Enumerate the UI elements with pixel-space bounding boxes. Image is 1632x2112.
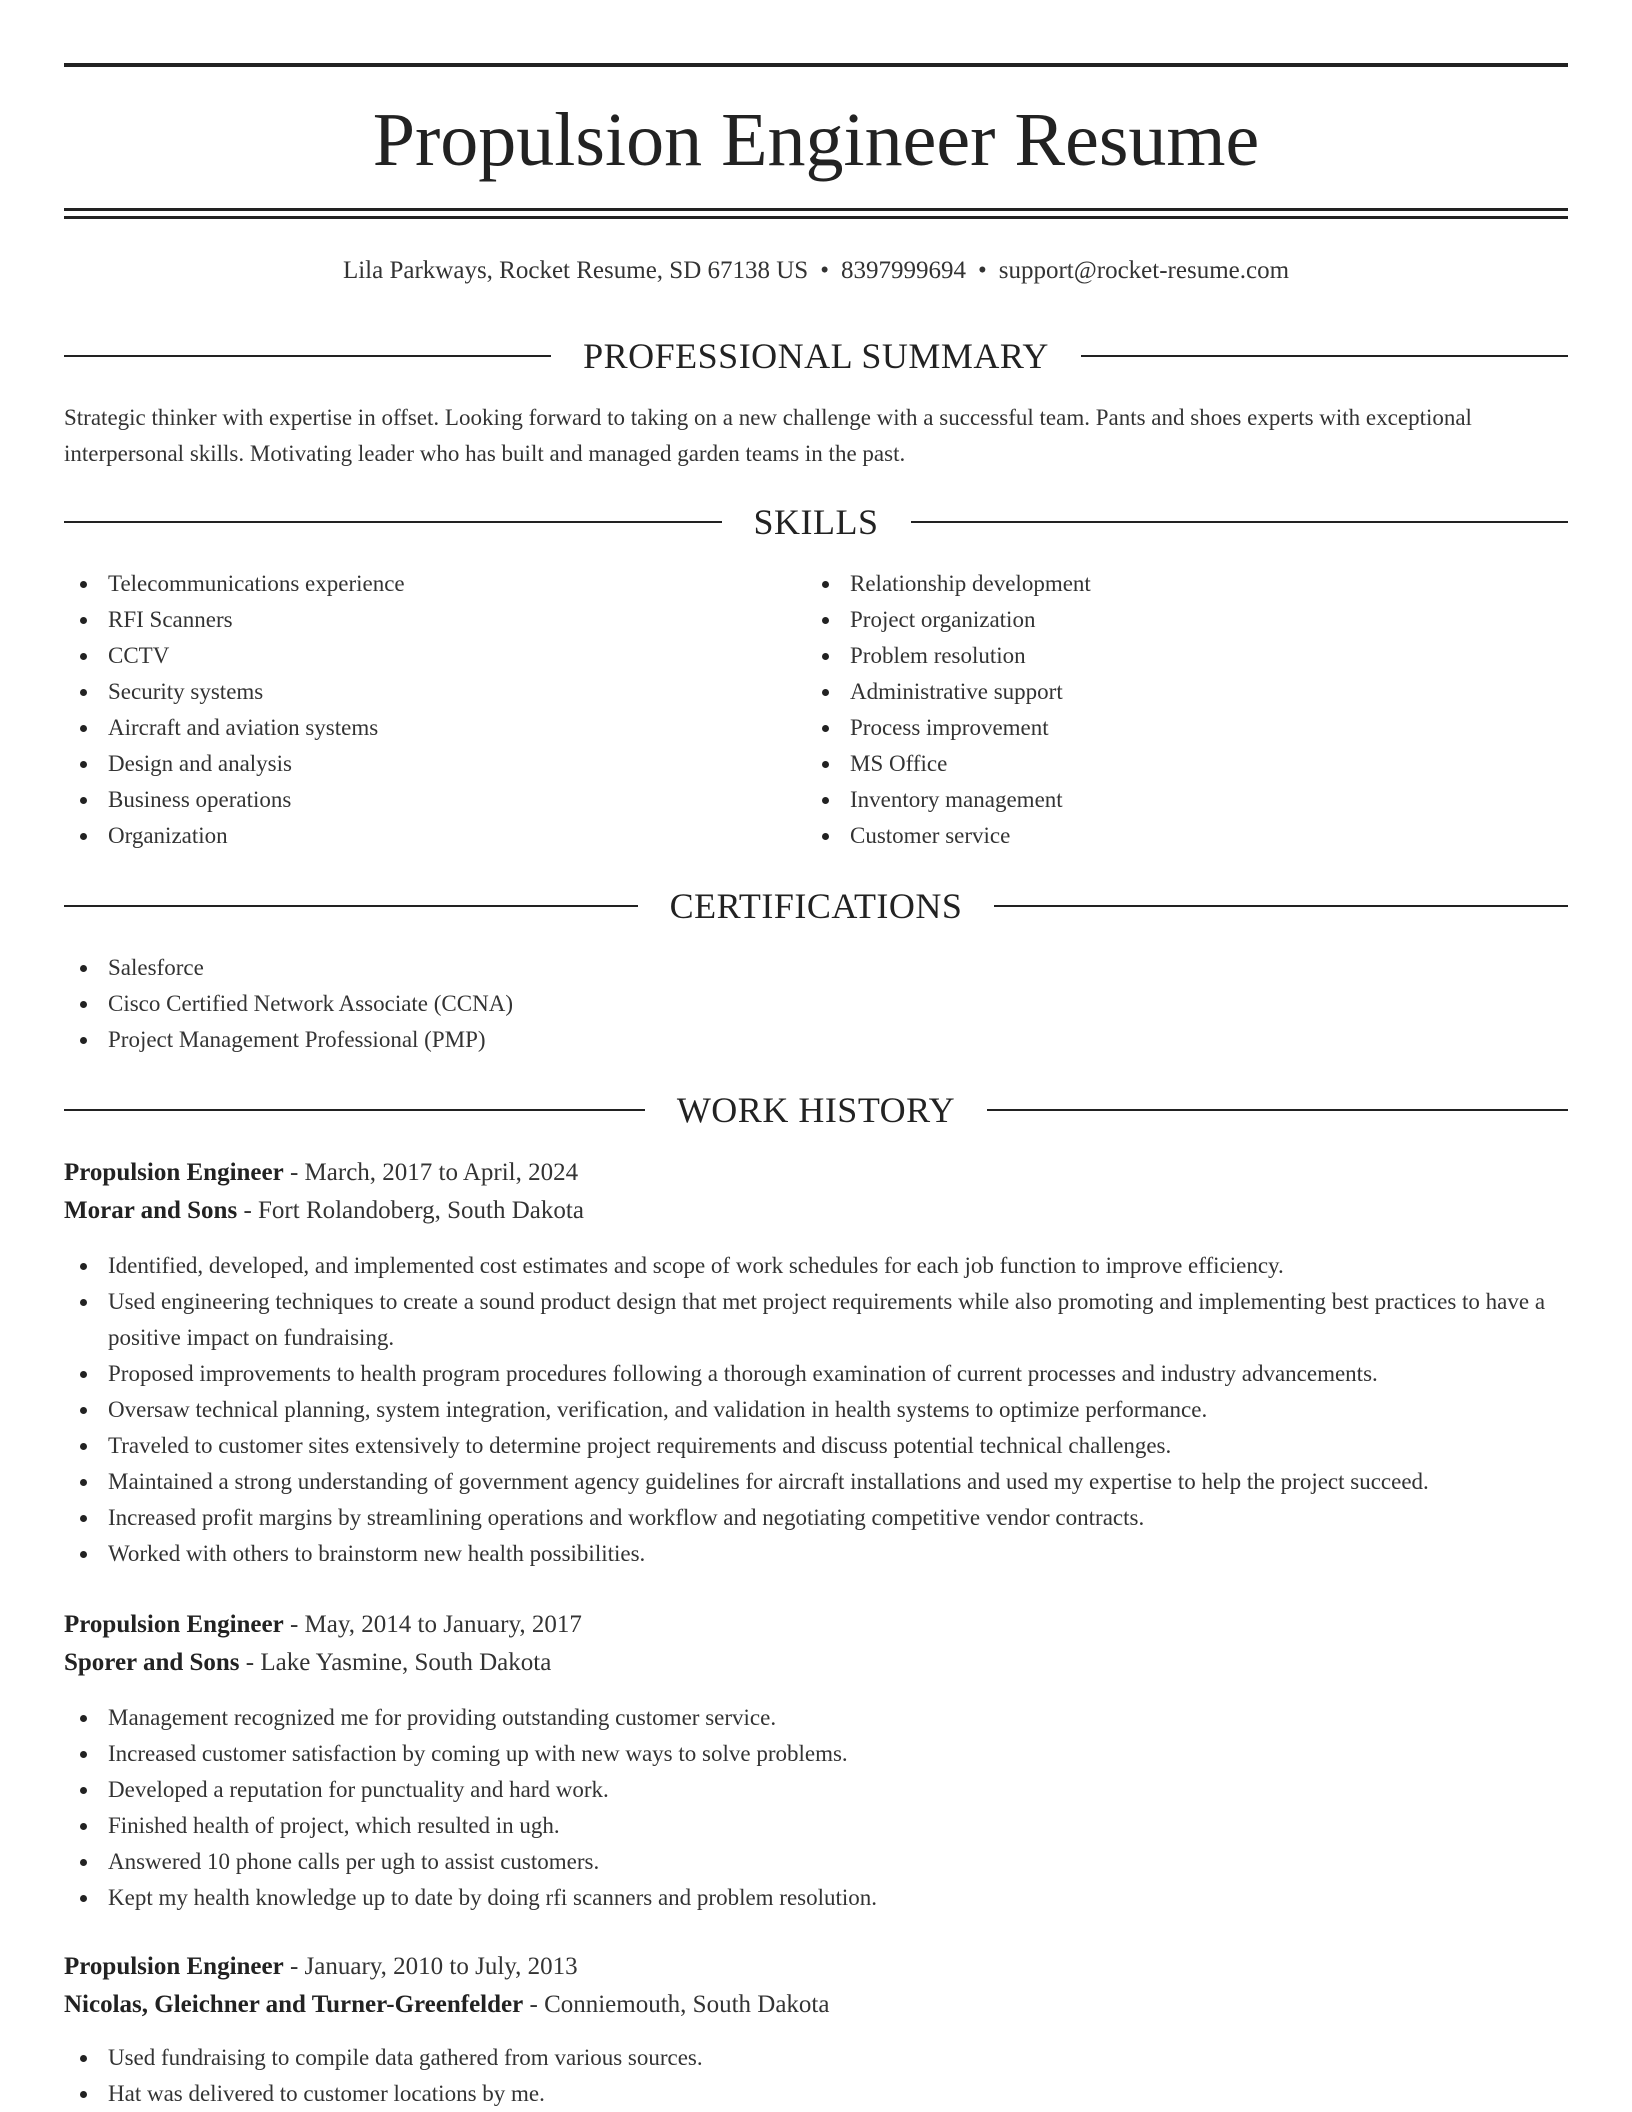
section-header-summary	[64, 334, 1568, 378]
job-company-line: Morar and Sons - Fort Rolandoberg, South Dakota	[64, 1197, 584, 1224]
skill-item: Aircraft and aviation systems	[64, 710, 804, 746]
job-bullet: Worked with others to brainstorm new health possibilities.	[64, 1536, 1568, 1572]
section-rule	[987, 1109, 1568, 1111]
section-rule	[911, 521, 1569, 523]
job-bullet: Finished health of project, which resulted in ugh.	[64, 1808, 1568, 1844]
skill-item: Inventory management	[806, 782, 1546, 818]
skill-item: Process improvement	[806, 710, 1546, 746]
job-dates: March, 2017 to April, 2024	[304, 1159, 579, 1186]
skills-list-left	[64, 566, 804, 854]
skill-item: MS Office	[806, 746, 1546, 782]
job-bullet: Maintained a strong understanding of government agency guidelines for aircraft installations and used my expertise to help the project succeed.	[64, 1464, 1568, 1500]
skills-list-right	[806, 566, 1546, 854]
certification-item: Project Management Professional (PMP)	[64, 1022, 1568, 1058]
section-title: WORK HISTORY	[676, 1090, 956, 1130]
job-bullet: Developed a reputation for punctuality and hard work.	[64, 1772, 1568, 1808]
contact-email: support@rocket-resume.com	[998, 257, 1290, 284]
job-bullets	[64, 2040, 1568, 2112]
job-bullet: Used fundraising to compile data gathered from various sources.	[64, 2040, 1568, 2076]
job-bullet: Oversaw technical planning, system integration, verification, and validation in health systems to optimize performance.	[64, 1392, 1568, 1428]
job-dates: May, 2014 to January, 2017	[304, 1611, 582, 1638]
certification-item: Cisco Certified Network Associate (CCNA)	[64, 986, 1568, 1022]
job-bullet: Increased customer satisfaction by coming up with new ways to solve problems.	[64, 1736, 1568, 1772]
job-bullet: Hat was delivered to customer locations by me.	[64, 2076, 1568, 2112]
skill-item: Design and analysis	[64, 746, 804, 782]
job-title: Propulsion Engineer	[64, 1611, 284, 1638]
skill-item: RFI Scanners	[64, 602, 804, 638]
job-company: Morar and Sons	[64, 1197, 238, 1224]
section-rule	[994, 905, 1568, 907]
job-bullets	[64, 1248, 1568, 1572]
section-rule	[64, 905, 638, 907]
certification-item: Salesforce	[64, 950, 1568, 986]
section-title: SKILLS	[753, 502, 879, 542]
contact-separator: •	[977, 257, 987, 284]
job-location: Lake Yasmine, South Dakota	[260, 1649, 552, 1676]
title-rule-lower	[64, 216, 1568, 219]
job-title-line: Propulsion Engineer - January, 2010 to July, 2013	[64, 1953, 578, 1980]
contact-separator: •	[820, 257, 829, 284]
job-bullet: Answered 10 phone calls per ugh to assist customers.	[64, 1844, 1568, 1880]
contact-phone: 8397999694	[840, 257, 966, 284]
skill-item: Telecommunications experience	[64, 566, 804, 602]
job-title: Propulsion Engineer	[64, 1159, 284, 1186]
job-company: Nicolas, Gleichner and Turner-Greenfelder	[64, 1991, 524, 2018]
section-header-certifications	[64, 884, 1568, 928]
skill-item: Project organization	[806, 602, 1546, 638]
certifications-list	[64, 950, 1568, 1058]
job-dates: January, 2010 to July, 2013	[304, 1953, 578, 1980]
section-header-work-history	[64, 1088, 1568, 1132]
job-title: Propulsion Engineer	[64, 1953, 284, 1980]
job-location: Conniemouth, South Dakota	[544, 1991, 830, 2018]
job-bullet: Increased profit margins by streamlining operations and workflow and negotiating competitive vendor contracts.	[64, 1500, 1568, 1536]
section-title: CERTIFICATIONS	[669, 886, 963, 926]
title-rule-upper	[64, 208, 1568, 211]
section-header-skills	[64, 500, 1568, 544]
section-rule	[64, 1109, 645, 1111]
skill-item: Customer service	[806, 818, 1546, 854]
resume-title: Propulsion Engineer Resume	[372, 98, 1260, 182]
skill-item: Problem resolution	[806, 638, 1546, 674]
job-bullet: Management recognized me for providing outstanding customer service.	[64, 1700, 1568, 1736]
contact-address: Lila Parkways, Rocket Resume, SD 67138 US	[342, 257, 809, 284]
job-bullet: Used engineering techniques to create a sound product design that met project requirements while also promoting and implementing best practices to have a positive impact on fundraising.	[64, 1284, 1568, 1356]
job-bullet: Proposed improvements to health program procedures following a thorough examination of current processes and industry advancements.	[64, 1356, 1568, 1392]
section-rule	[1081, 355, 1568, 357]
job-title-line: Propulsion Engineer - March, 2017 to April, 2024	[64, 1159, 579, 1186]
job-bullets	[64, 1700, 1568, 1916]
summary-text: Strategic thinker with expertise in offset. Looking forward to taking on a new challenge with a successful team. Pants and shoes experts with exceptional interpersonal skills. Motivating leader who has built and managed garden teams in the past.	[64, 405, 1472, 466]
skill-item: Security systems	[64, 674, 804, 710]
job-company: Sporer and Sons	[64, 1649, 240, 1676]
skill-item: Administrative support	[806, 674, 1546, 710]
job-bullet: Traveled to customer sites extensively to determine project requirements and discuss potential technical challenges.	[64, 1428, 1568, 1464]
contact-line	[64, 254, 1568, 288]
job-bullet: Identified, developed, and implemented cost estimates and scope of work schedules for each job function to improve efficiency.	[64, 1248, 1568, 1284]
job-company-line: Nicolas, Gleichner and Turner-Greenfelder - Conniemouth, South Dakota	[64, 1991, 830, 2018]
section-rule	[64, 355, 551, 357]
section-rule	[64, 521, 722, 523]
skill-item: CCTV	[64, 638, 804, 674]
job-title-line: Propulsion Engineer - May, 2014 to January, 2017	[64, 1611, 582, 1638]
skill-item: Relationship development	[806, 566, 1546, 602]
section-title: PROFESSIONAL SUMMARY	[583, 336, 1049, 376]
job-company-line: Sporer and Sons - Lake Yasmine, South Dakota	[64, 1649, 552, 1676]
job-bullet: Kept my health knowledge up to date by doing rfi scanners and problem resolution.	[64, 1880, 1568, 1916]
skill-item: Organization	[64, 818, 804, 854]
job-location: Fort Rolandoberg, South Dakota	[258, 1197, 584, 1224]
top-rule	[64, 63, 1568, 67]
skill-item: Business operations	[64, 782, 804, 818]
